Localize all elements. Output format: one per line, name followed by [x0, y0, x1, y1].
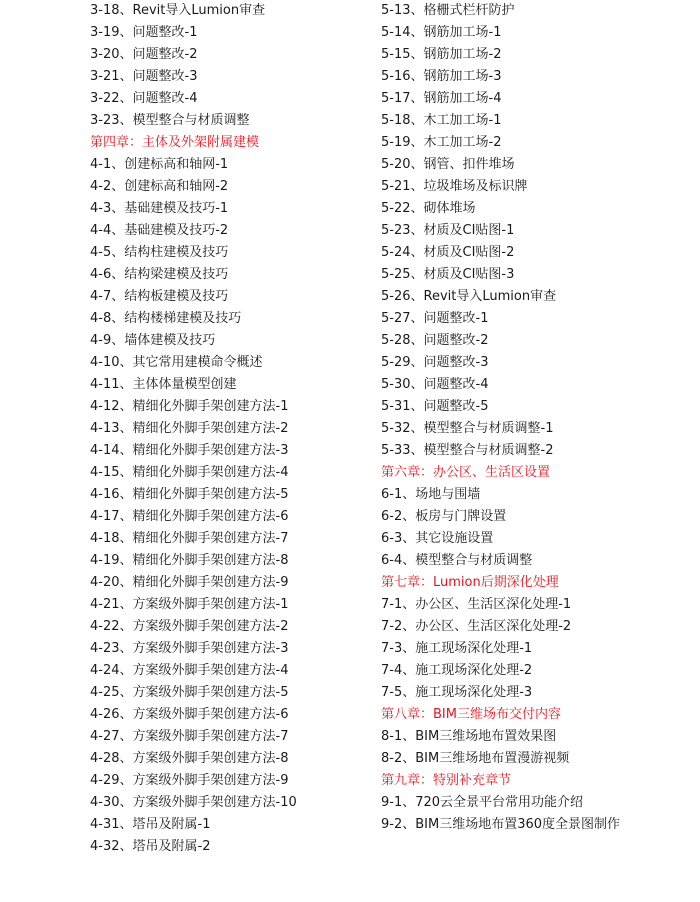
- toc-item: 5-16、钢筋加工场-3: [381, 69, 502, 84]
- toc-item: 4-4、基础建模及技巧-2: [90, 223, 229, 238]
- toc-item: 3-23、模型整合与材质调整: [90, 113, 250, 128]
- chapter-heading: 第九章：特别补充章节: [381, 773, 512, 788]
- toc-item: 4-5、结构柱建模及技巧: [90, 245, 229, 260]
- toc-item: 5-22、砌体堆场: [381, 201, 476, 216]
- toc-item: 5-14、钢筋加工场-1: [381, 25, 502, 40]
- toc-item: 4-1、创建标高和轴网-1: [90, 157, 229, 172]
- toc-item: 3-19、问题整改-1: [90, 25, 198, 40]
- toc-item: 3-20、问题整改-2: [90, 47, 198, 62]
- toc-item: 7-4、施工现场深化处理-2: [381, 663, 533, 678]
- toc-item: 4-28、方案级外脚手架创建方法-8: [90, 751, 289, 766]
- toc-item: 5-15、钢筋加工场-2: [381, 47, 502, 62]
- toc-item: 4-18、精细化外脚手架创建方法-7: [90, 531, 289, 546]
- toc-item: 4-30、方案级外脚手架创建方法-10: [90, 795, 297, 810]
- toc-item: 4-23、方案级外脚手架创建方法-3: [90, 641, 289, 656]
- toc-item: 4-21、方案级外脚手架创建方法-1: [90, 597, 289, 612]
- toc-item: 4-31、塔吊及附属-1: [90, 817, 211, 832]
- toc-item: 3-22、问题整改-4: [90, 91, 198, 106]
- toc-item: 6-2、板房与门牌设置: [381, 509, 507, 524]
- toc-item: 8-2、BIM三维场地布置漫游视频: [381, 751, 570, 766]
- toc-item: 7-3、施工现场深化处理-1: [381, 641, 533, 656]
- toc-item: 4-14、精细化外脚手架创建方法-3: [90, 443, 289, 458]
- toc-item: 8-1、BIM三维场地布置效果图: [381, 729, 557, 744]
- toc-item: 4-13、精细化外脚手架创建方法-2: [90, 421, 289, 436]
- chapter-heading: 第八章：BIM三维场布交付内容: [381, 707, 561, 722]
- toc-item: 5-24、材质及CI贴图-2: [381, 245, 515, 260]
- toc-item: 5-18、木工加工场-1: [381, 113, 502, 128]
- toc-item: 6-4、模型整合与材质调整: [381, 553, 533, 568]
- toc-item: 5-31、问题整改-5: [381, 399, 489, 414]
- toc-item: 6-3、其它设施设置: [381, 531, 494, 546]
- toc-item: 4-26、方案级外脚手架创建方法-6: [90, 707, 289, 722]
- toc-item: 4-22、方案级外脚手架创建方法-2: [90, 619, 289, 634]
- toc-item: 4-29、方案级外脚手架创建方法-9: [90, 773, 289, 788]
- toc-right-column: [381, 0, 691, 836]
- toc-item: 4-25、方案级外脚手架创建方法-5: [90, 685, 289, 700]
- toc-item: 5-20、钢管、扣件堆场: [381, 157, 515, 172]
- toc-item: 4-10、其它常用建模命令概述: [90, 355, 263, 370]
- toc-item: 5-25、材质及CI贴图-3: [381, 267, 515, 282]
- toc-item: 5-30、问题整改-4: [381, 377, 489, 392]
- toc-item: 4-12、精细化外脚手架创建方法-1: [90, 399, 289, 414]
- toc-item: 4-27、方案级外脚手架创建方法-7: [90, 729, 289, 744]
- chapter-heading: 第六章：办公区、生活区设置: [381, 465, 551, 480]
- toc-item: 9-2、BIM三维场地布置360度全景图制作: [381, 817, 621, 832]
- toc-item: 4-15、精细化外脚手架创建方法-4: [90, 465, 289, 480]
- toc-item: 5-28、问题整改-2: [381, 333, 489, 348]
- toc-item: 3-21、问题整改-3: [90, 69, 198, 84]
- toc-item: 4-32、塔吊及附属-2: [90, 839, 211, 854]
- toc-item: 4-6、结构梁建模及技巧: [90, 267, 229, 282]
- toc-item: 4-8、结构楼梯建模及技巧: [90, 311, 242, 326]
- toc-item: 5-27、问题整改-1: [381, 311, 489, 326]
- toc-item: 7-2、办公区、生活区深化处理-2: [381, 619, 572, 634]
- toc-item: 5-13、格栅式栏杆防护: [381, 3, 515, 18]
- toc-item: 3-18、Revit导入Lumion审查: [90, 3, 266, 18]
- toc-item: 5-33、模型整合与材质调整-2: [381, 443, 554, 458]
- toc-item: 4-2、创建标高和轴网-2: [90, 179, 229, 194]
- toc-item: 5-32、模型整合与材质调整-1: [381, 421, 554, 436]
- toc-item: 5-21、垃圾堆场及标识牌: [381, 179, 528, 194]
- chapter-heading: 第四章：主体及外架附属建模: [90, 135, 260, 150]
- toc-item: 4-20、精细化外脚手架创建方法-9: [90, 575, 289, 590]
- toc-item: 4-7、结构板建模及技巧: [90, 289, 229, 304]
- toc-item: 4-19、精细化外脚手架创建方法-8: [90, 553, 289, 568]
- toc-item: 5-23、材质及CI贴图-1: [381, 223, 515, 238]
- toc-item: 4-3、基础建模及技巧-1: [90, 201, 229, 216]
- toc-item: 6-1、场地与围墙: [381, 487, 481, 502]
- toc-item: 5-19、木工加工场-2: [381, 135, 502, 150]
- toc-item: 4-11、主体体量模型创建: [90, 377, 237, 392]
- toc-item: 5-29、问题整改-3: [381, 355, 489, 370]
- toc-item: 4-9、墙体建模及技巧: [90, 333, 216, 348]
- toc-item: 7-5、施工现场深化处理-3: [381, 685, 533, 700]
- toc-item: 7-1、办公区、生活区深化处理-1: [381, 597, 572, 612]
- toc-item: 5-17、钢筋加工场-4: [381, 91, 502, 106]
- toc-item: 4-16、精细化外脚手架创建方法-5: [90, 487, 289, 502]
- chapter-heading: 第七章：Lumion后期深化处理: [381, 575, 559, 590]
- toc-item: 4-24、方案级外脚手架创建方法-4: [90, 663, 289, 678]
- toc-left-column: [90, 0, 375, 858]
- toc-item: 5-26、Revit导入Lumion审查: [381, 289, 557, 304]
- toc-item: 4-17、精细化外脚手架创建方法-6: [90, 509, 289, 524]
- toc-item: 9-1、720云全景平台常用功能介绍: [381, 795, 584, 810]
